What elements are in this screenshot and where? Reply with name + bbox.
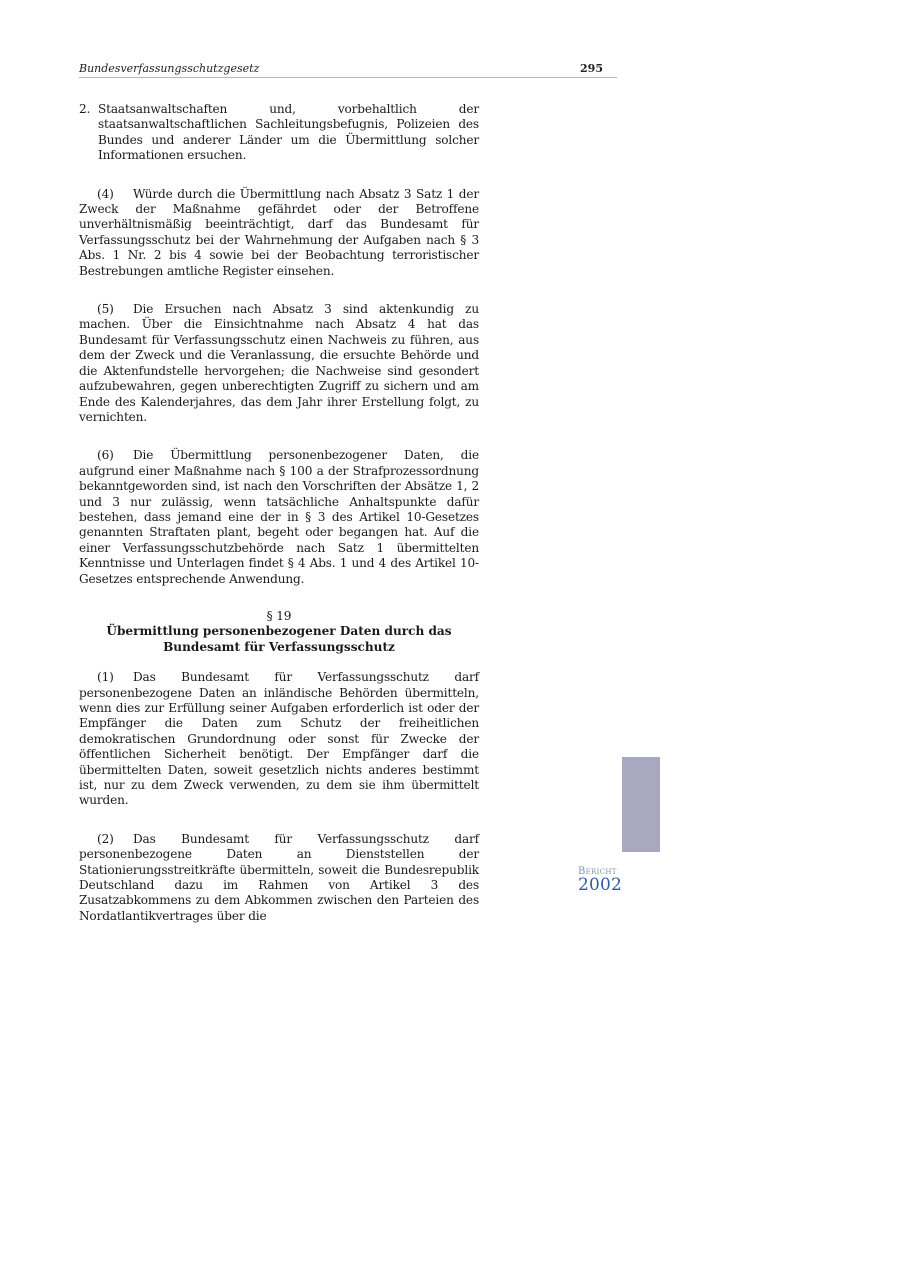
paragraph-number: (5)	[97, 302, 114, 317]
paragraph-text: Das Bundesamt für Verfassungsschutz darf personenbezogene Daten an inländische Behörden übermitteln, wenn dies zur Erfüllung seiner Aufgaben erforderlich ist oder der Empfänger die Daten zum Schutz der freiheitlichen demokratischen Grundordnung oder sonst für Zwecke der öffentlichen Sicherheit benötigt. Der Empfänger darf die übermittelten Daten, soweit gesetzlich nichts anderes bestimmt ist, nur zu dem Zweck verwenden, zu dem sie ihm übermittelt wurden.	[79, 670, 479, 808]
list-item-text: Staatsanwaltschaften und, vorbehaltlich der staatsanwaltschaftlichen Sachleitungsbefugnis, Polizeien des Bundes und anderer Länder um die Übermittlung solcher Informationen ersuchen.	[98, 102, 479, 163]
paragraph-number: (4)	[97, 186, 114, 201]
report-word: Bericht	[578, 866, 617, 877]
report-year: 2002	[578, 875, 623, 895]
paragraph-4	[79, 187, 479, 279]
section-number: § 19	[266, 608, 292, 623]
body-text	[79, 102, 479, 947]
paragraph-number: (2)	[97, 831, 114, 846]
running-title: Bundesverfassungsschutzgesetz	[79, 62, 260, 75]
list-item-number: 2.	[79, 102, 91, 116]
section-19-paragraph-1	[79, 670, 479, 809]
paragraph-number: (6)	[97, 448, 114, 463]
paragraph-text: Die Übermittlung personenbezogener Daten, die aufgrund einer Maßnahme nach § 100 a der Strafprozessordnung bekanntgeworden sind, ist nach den Vorschriften der Absätze 1, 2 und 3 nur zulässig, wenn tatsächliche Anhaltspunkte dafür bestehen, dass jemand eine der in § 3 des Artikel 10-Gesetzes genannten Straftaten plant, begeht oder begangen hat. Auf die einer Verfassungsschutzbehörde nach Satz 1 übermittelten Kenntnisse und Unterlagen findet § 4 Abs. 1 und 4 des Artikel 10-Gesetzes entsprechende Anwendung.	[79, 448, 479, 586]
paragraph-5	[79, 302, 479, 425]
paragraph-6	[79, 448, 479, 587]
page-number: 295	[580, 62, 603, 75]
report-logo	[578, 866, 630, 893]
paragraph-text: Die Ersuchen nach Absatz 3 sind aktenkundig zu machen. Über die Einsichtnahme nach Absatz 4 hat das Bundesamt für Verfassungsschutz einen Nachweis zu führen, aus dem der Zweck und die Veranlassung, die ersuchte Behörde und die Aktenfundstelle hervorgehen; die Nachweise sind gesondert aufzubewahren, gegen unberechtigten Zugriff zu sichern und am Ende des Kalenderjahres, das dem Jahr ihrer Erstellung folgt, zu vernichten.	[79, 302, 479, 424]
section-heading	[79, 609, 479, 655]
paragraph-number: (1)	[97, 670, 114, 685]
running-header	[79, 62, 617, 78]
list-item-2	[79, 102, 479, 164]
section-19-paragraph-2	[79, 832, 479, 924]
section-title: Übermittlung personenbezogener Daten durch das Bundesamt für Verfassungsschutz	[106, 624, 452, 654]
paragraph-text: Würde durch die Übermittlung nach Absatz 3 Satz 1 der Zweck der Maßnahme gefährdet oder der Betroffene unverhältnismäßig beeinträchtigt, darf das Bundesamt für Verfassungsschutz bei der Wahrnehmung der Aufgaben nach § 3 Abs. 1 Nr. 2 bis 4 sowie bei der Beobachtung terroristischer Bestrebungen amtliche Register einsehen.	[79, 186, 479, 278]
paragraph-text: Das Bundesamt für Verfassungsschutz darf personenbezogene Daten an Dienststellen der Stationierungsstreitkräfte übermitteln, soweit die Bundesrepublik Deutschland dazu im Rahmen von Artikel 3 des Zusatzabkommens zu dem Abkommen zwischen den Parteien des Nordatlantikvertrages über die	[79, 831, 479, 923]
chapter-tab	[622, 757, 660, 852]
